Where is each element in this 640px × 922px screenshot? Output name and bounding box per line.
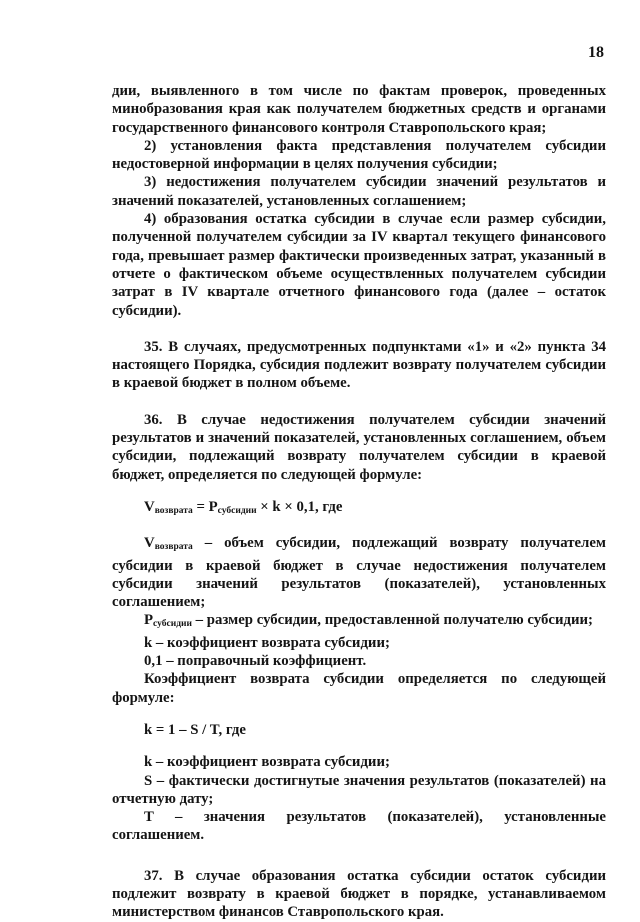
def-v-subscript: возврата	[154, 542, 193, 553]
paragraph-35: 35. В случаях, предусмотренных подпунктами «1» и «2» пункта 34 настоящего Порядка, субсидия подлежит возврату получателем субсидии в краевой бюджет в полном объеме.	[112, 338, 606, 392]
page-number: 18	[588, 44, 604, 61]
formula-coefficient: k = 1 – S / T, где	[144, 721, 246, 738]
formula-v-subscript: возврата	[154, 505, 193, 516]
definition-k-2: k – коэффициент возврата субсидии;	[144, 754, 390, 771]
formula-rest: × k × 0,1, где	[256, 498, 343, 515]
definition-t: T – значения результатов (показателей), установленные соглашением.	[112, 809, 606, 844]
def-p-subscript: субсидии	[153, 619, 192, 630]
formula-p-symbol: P	[208, 498, 218, 515]
def-p-text: – размер субсидии, предоставленной получателю субсидии;	[191, 612, 593, 629]
subitem-3: 3) недостижения получателем субсидии значений результатов и значений показателей, установленных соглашением;	[112, 174, 606, 209]
paragraph-36: 36. В случае недостижения получателем субсидии значений результатов и значений показателей, установленных соглашением, объем субсидии, подлежащий возврату получателем субсидии в краевой бюджет, определяется по следующей формуле:	[112, 411, 606, 483]
def-v-text: – объем субсидии, подлежащий возврату получателем субсидии в краевой бюджет в случае недостижения получателем субсидии значений результатов (показателей), установленных соглашением;	[112, 535, 606, 611]
formula-refund-volume	[112, 498, 606, 520]
definition-s: S – фактически достигнутые значения результатов (показателей) на отчетную дату;	[112, 772, 606, 807]
formula-equals: =	[192, 498, 209, 515]
def-v-symbol: V	[144, 535, 155, 552]
document-body	[112, 82, 606, 922]
definition-k: k – коэффициент возврата субсидии;	[144, 634, 390, 651]
subitem-2: 2) установления факта представления получателем субсидии недостоверной информации в целях получения субсидии;	[112, 137, 606, 173]
subitem-4: 4) образования остатка субсидии в случае если размер субсидии, полученной получателем субсидии за IV квартал текущего финансового года, превышает размер фактически произведенных затрат, указанный в отчете о фактическом объеме осуществленных получателем субсидии затрат в IV квартале отчетного финансового года (далее – остаток субсидии).	[112, 211, 606, 319]
formula-p-subscript: субсидии	[217, 505, 257, 516]
definition-correction: 0,1 – поправочный коэффициент.	[144, 653, 367, 670]
definition-v	[112, 534, 606, 611]
paragraph-37: 37. В случае образования остатка субсидии остаток субсидии подлежит возврату в краевой бюджет в порядке, устанавливаемом министерством финансов Ставропольского края.	[112, 867, 606, 921]
definition-p	[112, 611, 606, 633]
def-p-symbol: P	[144, 612, 154, 629]
paragraph-continuation: дии, выявленного в том числе по фактам проверок, проведенных минобразования края как получателем бюджетных средств и органами государственного финансового контроля Ставропольского края;	[112, 83, 606, 136]
formula-v-symbol: V	[144, 498, 155, 515]
coefficient-intro: Коэффициент возврата субсидии определяется по следующей формуле:	[112, 671, 606, 706]
